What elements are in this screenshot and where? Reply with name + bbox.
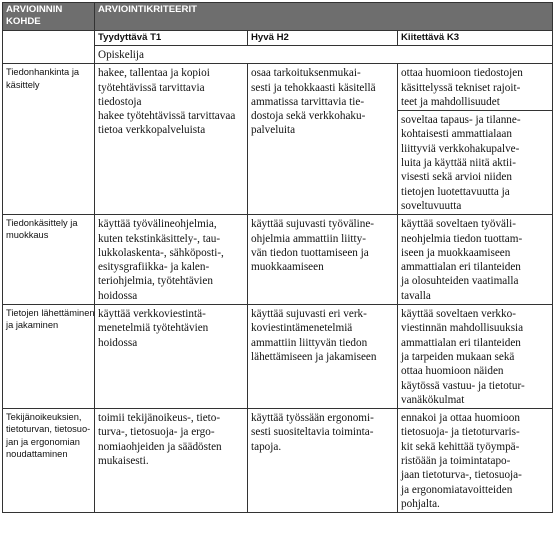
criterion-cell <box>3 305 95 409</box>
criterion-cell <box>3 409 95 513</box>
assessment-criteria-document <box>2 2 552 513</box>
text-line: käsittelyssä tekniset rajoit- <box>401 81 521 94</box>
criterion-line: Tiedonhankinta ja <box>6 67 80 78</box>
text-line: ottaa huomioon tiedostojen <box>401 67 523 80</box>
text-line: ammatissa tarvittavia tie- <box>251 95 365 108</box>
table-row <box>3 215 553 305</box>
t1-cell <box>95 215 248 305</box>
table-row <box>3 409 553 513</box>
level-row <box>3 31 553 46</box>
text-line: soveltuvuutta <box>401 199 462 212</box>
text-line: lukkolaskenta-, sähköposti-, <box>98 246 224 259</box>
text-line: vanäkökulmat <box>401 393 465 406</box>
text-line: jaan tietoturva-, tietosuoja- <box>401 469 522 482</box>
text-line: sesti suositeltavia toiminta- <box>251 426 374 439</box>
text-line: teriohjelmia, työtehtävien <box>98 275 213 288</box>
text-line: käyttää työvälineohjelmia, <box>98 218 217 231</box>
k3-cell <box>398 409 553 513</box>
criterion-line: Tekijänoikeuksien, <box>6 412 82 423</box>
text-line: hakee, tallentaa ja kopioi <box>98 67 210 80</box>
text-line: tiedostoja <box>98 95 142 108</box>
text-line: käyttää sujuvasti työväline- <box>251 218 375 231</box>
text-line: sesti ja tehokkaasti käsitellä <box>251 81 376 94</box>
header-row <box>3 3 553 31</box>
text-line: viestinnän mahdollisuuksia <box>401 322 524 335</box>
t1-cell <box>95 64 248 215</box>
text-line: ammattiin liittyvän tiedon <box>251 336 368 349</box>
criterion-line: tietoturvan, tietosuo- <box>6 424 91 435</box>
text-line: käyttää soveltaen verkko- <box>401 308 516 321</box>
text-line: ja ergonomiatavoitteiden <box>401 483 513 496</box>
text-line: ennakoi ja ottaa huomioon <box>401 412 520 425</box>
text-line: palveluita <box>251 124 296 137</box>
text-line: teet ja mahdollisuudet <box>401 95 500 108</box>
text-line: luita ja käyttää niitä aktii- <box>401 157 516 170</box>
criterion-cell <box>3 64 95 215</box>
text-line: osaa tarkoituksenmukai- <box>251 67 361 80</box>
text-line: liittyviä verkkohakupalve- <box>401 142 520 155</box>
text-line: lähettämiseen ja jakamiseen <box>251 350 377 363</box>
text-line: hakee työtehtävissä tarvittavaa <box>98 110 236 123</box>
k3-cell <box>398 64 553 111</box>
level-t1: Tyydyttävä T1 <box>95 31 248 46</box>
text-line: iseen ja muokkaamiseen <box>401 246 511 259</box>
text-line: soveltaa tapaus- ja tilanne- <box>401 114 521 127</box>
h2-cell <box>248 64 398 215</box>
text-line: ja olosuhteiden vaatimalla <box>401 275 519 288</box>
text-line: neohjelmia tiedon tuottam- <box>401 232 523 245</box>
h2-cell <box>248 305 398 409</box>
text-line: turva-, tietosuoja- ja ergo- <box>98 426 215 439</box>
header-criteria: ARVIOINTIKRITEERIT <box>95 3 553 31</box>
text-line: dostoja sekä verkkohaku- <box>251 110 366 123</box>
table-row <box>3 305 553 409</box>
text-line: tietosuoja- ja tietoturvaris- <box>401 426 520 439</box>
text-line: ottaa huomioon näiden <box>401 365 504 378</box>
text-line: hoidossa <box>98 336 138 349</box>
text-line: tavalla <box>401 289 431 302</box>
text-line: menetelmiä työtehtävien <box>98 322 209 335</box>
criteria-table <box>2 2 553 513</box>
criterion-line: muokkaus <box>6 230 49 241</box>
criterion-cell <box>3 215 95 305</box>
level-h2: Hyvä H2 <box>248 31 398 46</box>
text-line: vän tiedon tuottamiseen ja <box>251 246 369 259</box>
t1-cell <box>95 409 248 513</box>
text-line: ammattialan eri tilanteiden <box>401 261 521 274</box>
t1-cell <box>95 305 248 409</box>
text-line: ristöään ja toimintatapo- <box>401 455 511 468</box>
criterion-line: käsittely <box>6 79 40 90</box>
text-line: hoidossa <box>98 289 138 302</box>
text-line: toimii tekijänoikeus-, tieto- <box>98 412 221 425</box>
text-line: työtehtävissä tarvittavia <box>98 81 205 94</box>
k3-cell <box>398 215 553 305</box>
text-line: käyttää työssään ergonomi- <box>251 412 374 425</box>
text-line: käyttää soveltaen työväli- <box>401 218 516 231</box>
text-line: tietoa verkkopalveluista <box>98 124 206 137</box>
criterion-line: ja jakaminen <box>6 320 59 331</box>
text-line: kuten tekstinkäsittely-, tau- <box>98 232 221 245</box>
text-line: visesti sekä arvioi niiden <box>401 171 512 184</box>
criterion-line: jan ja ergonomian <box>6 436 80 447</box>
text-line: ohjelmia ammattiin liitty- <box>251 232 366 245</box>
k3-cell <box>398 111 553 215</box>
text-line: käyttää sujuvasti eri verk- <box>251 308 367 321</box>
table-row <box>3 64 553 111</box>
text-line: kohtaisesti ammattialaan <box>401 128 512 141</box>
criterion-line: Tiedonkäsittely ja <box>6 218 78 229</box>
h2-cell <box>248 215 398 305</box>
criterion-line: Tietojen lähettäminen <box>6 308 95 319</box>
text-line: koviestintämenetelmiä <box>251 322 353 335</box>
text-line: käytössä vastuu- ja tietotur- <box>401 379 525 392</box>
level-k3: Kiitettävä K3 <box>398 31 553 46</box>
header-target: ARVIOINNIN KOHDE <box>3 3 95 31</box>
level-row-empty-cell <box>3 31 95 64</box>
k3-cell <box>398 305 553 409</box>
text-line: tapoja. <box>251 440 282 453</box>
text-line: kit sekä kehittää työympä- <box>401 440 520 453</box>
criterion-line: noudattaminen <box>6 448 68 459</box>
text-line: nomiaohjeiden ja säädösten <box>98 440 222 453</box>
text-line: tietojen luotettavuutta ja <box>401 185 510 198</box>
h2-cell <box>248 409 398 513</box>
text-line: ja tarpeiden mukaan sekä <box>401 350 515 363</box>
text-line: pohjalta. <box>401 497 440 510</box>
group-label: Opiskelija <box>95 46 553 64</box>
text-line: esitysgrafiikka- ja kalen- <box>98 261 210 274</box>
text-line: ammattialan eri tilanteiden <box>401 336 521 349</box>
text-line: muokkaamiseen <box>251 261 324 274</box>
text-line: mukaisesti. <box>98 455 149 468</box>
text-line: käyttää verkkoviestintä- <box>98 308 206 321</box>
